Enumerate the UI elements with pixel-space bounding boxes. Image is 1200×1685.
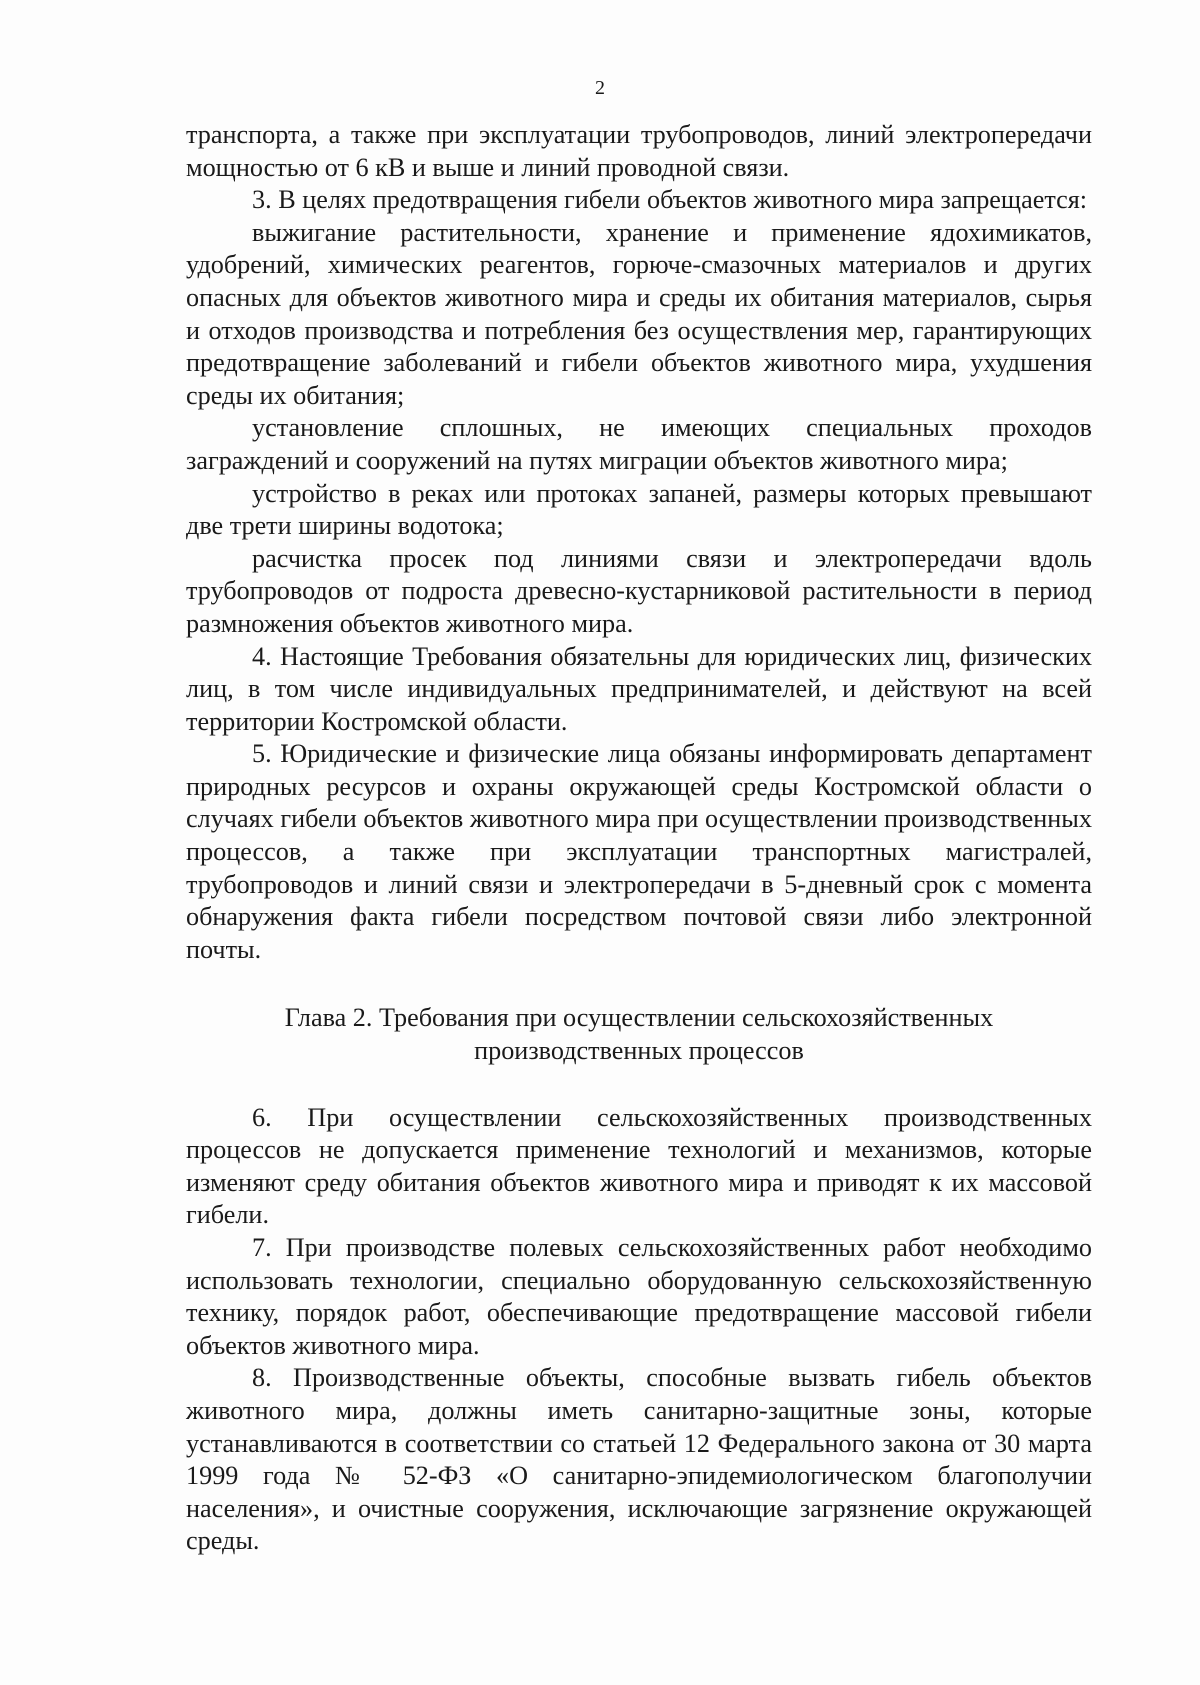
paragraph-item-4: 4. Настоящие Требования обязательны для юридических лиц, физических лиц, в том числе индивидуальных предпринимателей, и действуют на всей территории Костромской области. [186, 641, 1092, 736]
paragraph-item-3-prohibition-clearing: расчистка просек под линиями связи и электропередачи вдоль трубопроводов от подроста древесно-кустарниковой растительности в период размножения объектов животного мира. [186, 543, 1092, 638]
paragraph-item-3-prohibition-booms: устройство в реках или протоках запаней, размеры которых превышают две трети ширины водотока; [186, 478, 1092, 541]
paragraph-item-3: 3. В целях предотвращения гибели объектов животного мира запрещается: [252, 185, 1088, 215]
paragraph-list-top [186, 119, 1092, 966]
paragraph-item-8: 8. Производственные объекты, способные вызвать гибель объектов животного мира, должны иметь санитарно-защитные зоны, которые устанавливаются в соответствии со статьей 12 Федерального закона от 30 марта 1999 года № 52-ФЗ «О санитарно-эпидемиологическом благополучии населения», и очистные сооружения, исключающие загрязнение окружающей среды. [186, 1363, 1092, 1556]
paragraph-item-6: 6. При осуществлении сельскохозяйственных производственных процессов не допускается применение технологий и механизмов, которые изменяют среду обитания объектов животного мира и приводят к их массовой гибели. [186, 1102, 1092, 1230]
paragraph-item-5: 5. Юридические и физические лица обязаны информировать департамент природных ресурсов и охраны окружающей среды Костромской области о случаях гибели объектов животного мира при осуществлении производственных процессов, а также при эксплуатации транспортных магистралей, трубопроводов и линий связи и электропередачи в 5-дневный срок с момента обнаружения факта гибели посредством почтовой связи либо электронной почты. [186, 739, 1092, 964]
paragraph-item-3-prohibition-burning: выжигание растительности, хранение и применение ядохимикатов, удобрений, химических реагентов, горюче-смазочных материалов и других опасных для объектов животного мира и среды их обитания материалов, сырья и отходов производства и потребления без осуществления мер, гарантирующих предотвращение заболеваний и гибели объектов животного мира, ухудшения среды их обитания; [186, 217, 1092, 410]
chapter-heading [186, 1002, 1092, 1067]
paragraph-item-3-prohibition-fences: установление сплошных, не имеющих специальных проходов заграждений и сооружений на путях миграции объектов животного мира; [186, 413, 1092, 475]
chapter-heading-line-2: производственных процессов [474, 1036, 804, 1066]
paragraph-continuation: транспорта, а также при эксплуатации трубопроводов, линий электропередачи мощностью от 6 кВ и выше и линий проводной связи. [186, 120, 1092, 182]
paragraph-list-bottom [186, 1102, 1092, 1558]
paragraph-item-7: 7. При производстве полевых сельскохозяйственных работ необходимо использовать технологии, специально оборудованную сельскохозяйственную технику, порядок работ, обеспечивающие предотвращение массовой гибели объектов животного мира. [186, 1233, 1092, 1360]
chapter-heading-line-1: Глава 2. Требования при осуществлении сельскохозяйственных [284, 1003, 994, 1033]
page-number: 2 [595, 77, 605, 99]
document-body [186, 119, 1092, 1558]
